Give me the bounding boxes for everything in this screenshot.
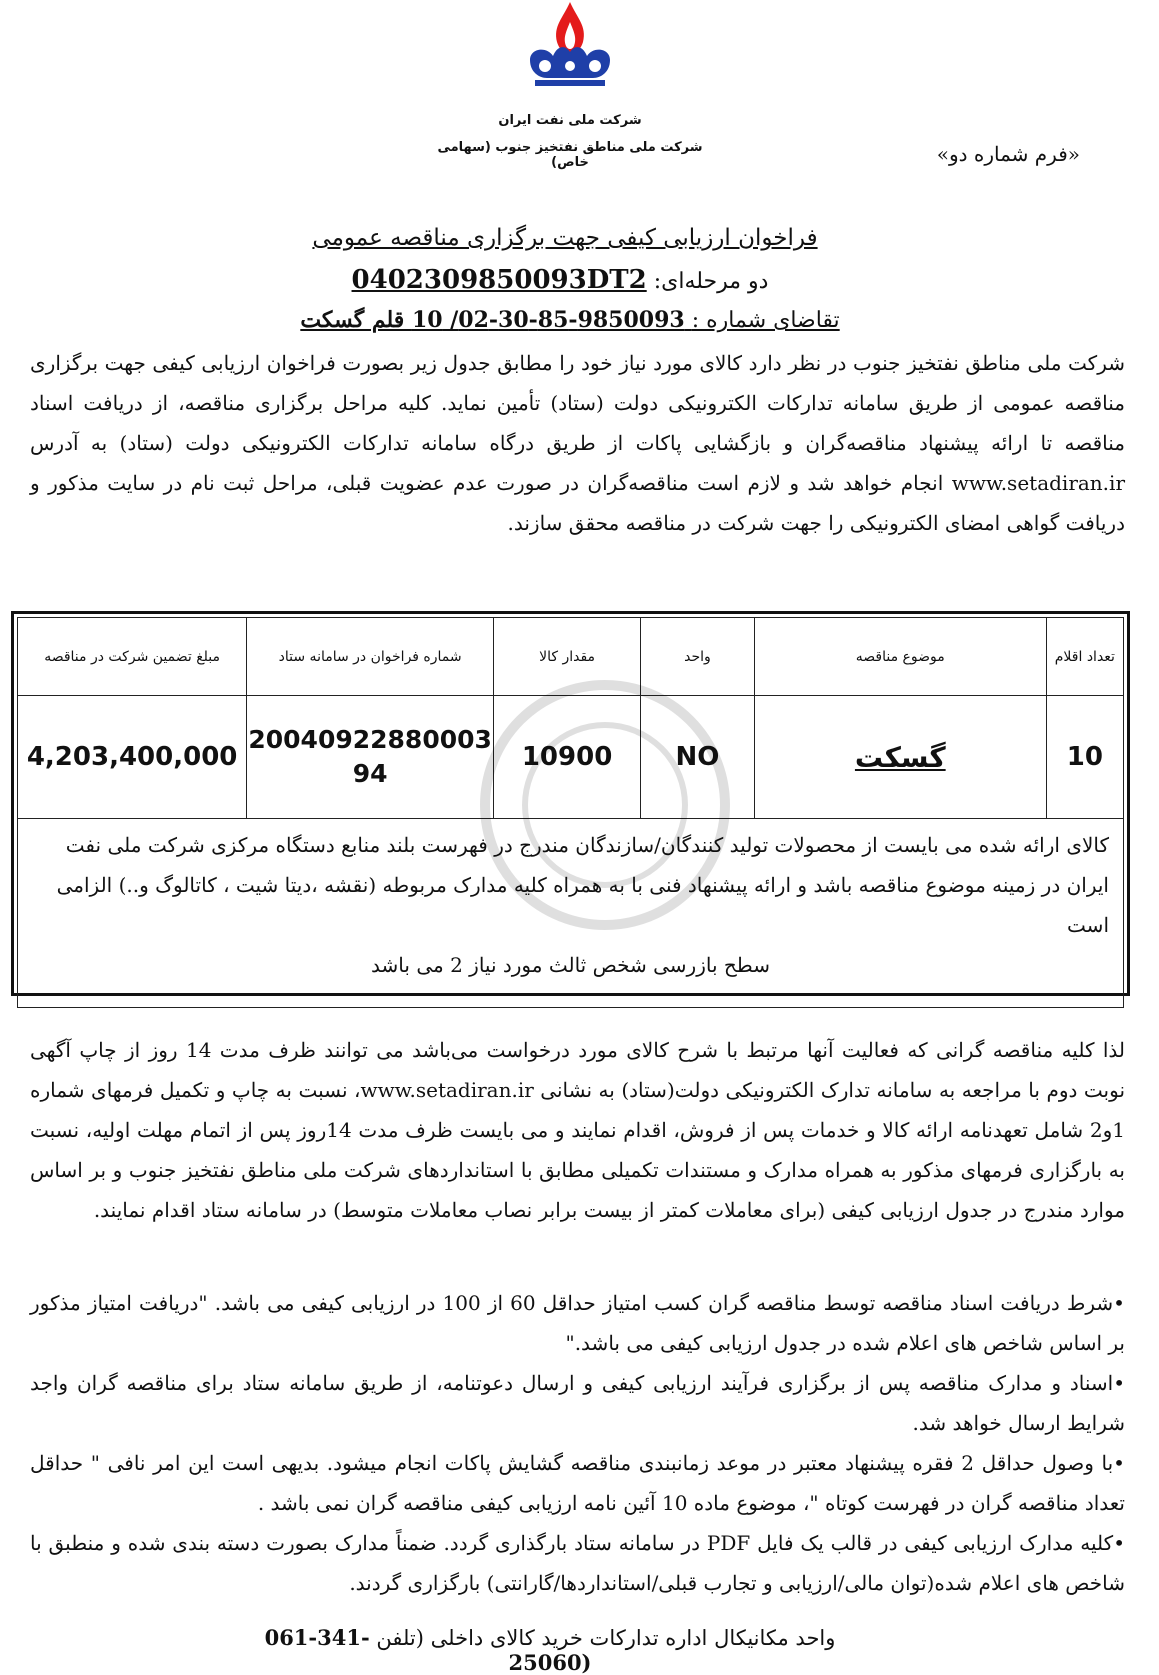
header-guarantee: مبلغ تضمین شرکت در مناقصه bbox=[18, 618, 247, 696]
tender-number-line bbox=[330, 265, 790, 295]
cell-tender-number: 2004092288000394 bbox=[247, 696, 494, 819]
footer-text: واحد مکانیکال اداره تدارکات خرید کالای داخلی (تلفن bbox=[376, 1626, 836, 1650]
cell-subject: گسکت bbox=[754, 696, 1046, 819]
bullet-item-2: •اسناد و مدارک مناقصه پس از برگزاری فرآیند ارزیابی کیفی و ارسال دعوتنامه، از طریق سامانه ستاد برای مناقصه گران واجد شرایط ارسال خواهد شد. bbox=[30, 1371, 1125, 1435]
company-logo bbox=[505, 0, 635, 100]
nioc-flame-logo-icon bbox=[505, 0, 635, 100]
request-number-line bbox=[260, 307, 880, 333]
tender-table bbox=[17, 617, 1124, 1008]
request-number: 9850093-85-30-02/ 10 قلم گسکت bbox=[300, 307, 685, 333]
header-count: تعداد اقلام bbox=[1046, 618, 1123, 696]
notice-title: فراخوان ارزیابی کیفی جهت برگزاری مناقصه عمومی bbox=[312, 225, 818, 251]
bullet-item-4: •کلیه مدارک ارزیابی کیفی در قالب یک فایل PDF در سامانه ستاد بارگذاری گردد. ضمناً مدارک بصورت دسته بندی شده و منطبق با شاخص های اعلام شده(توان مالی/ارزیابی و تجارب قبلی/استانداردها/گارانتی) بارگزاری گردند. bbox=[30, 1531, 1125, 1595]
request-number-prefix: تقاضای شماره : bbox=[691, 308, 840, 333]
body-paragraph: لذا کلیه مناقصه گرانی که فعالیت آنها مرتبط با شرح کالای مورد درخواست می‌باشد می توانند ظرف مدت 14 روز از چاپ آگهی نوبت دوم با مراجعه به سامانه تدارک الکترونیکی دولت(ستاد) به نشانی www.setadiran.ir، نسبت به چاپ و تکمیل فرمهای شماره 1و2 شامل تعهدنامه ارائه کالا و خدمات پس از فروش، اقدام نمایند و می بایست ظرف مدت 14روز پس از اتمام مهلت اولیه، نسبت به بارگزاری فرمهای مذکور به همراه مدارک و مستندات تکمیلی مطابق با استانداردهای شرکت ملی مناطق نفتخیز جنوب و بر اساس موارد مندرج در جدول ارزیابی کیفی (برای معاملات کمتر از بیست برابر نصاب معاملات متوسط) در سامانه ستاد اقدام نمایند. bbox=[30, 1038, 1126, 1222]
table-note-text: کالای ارائه شده می بایست از محصولات تولید کنندگان/سازندگان مندرج در فهرست بلند منابع دستگاه مرکزی شرکت ملی نفت ایران در زمینه موضوع مناقصه باشد و ارائه پیشنهاد فنی با به همراه کلیه مدارک مربوطه (نقشه ،دیتا شیت ، کاتالوگ و..) الزامی است bbox=[56, 833, 1109, 937]
footer-phone: 061-341-25060) bbox=[264, 1625, 592, 1675]
inspection-note: سطح بازرسی شخص ثالث مورد نیاز 2 می باشد bbox=[371, 953, 770, 977]
form-label: «فرم شماره دو» bbox=[936, 142, 1080, 166]
tender-number: 0402309850093DT2 bbox=[351, 265, 647, 295]
table-note-row bbox=[18, 819, 1124, 1008]
header-unit: واحد bbox=[641, 618, 755, 696]
intro-paragraph: شرکت ملی مناطق نفتخیز جنوب در نظر دارد کالای مورد نیاز خود را مطابق جدول زیر بصورت فراخوان ارزیابی کیفی جهت برگزاری مناقصه عمومی از طریق سامانه تدارکات الکترونیکی دولت (ستاد) تأمین نماید. کلیه مراحل برگزاری مناقصه، از دریافت اسناد مناقصه تا ارائه پیشنهاد مناقصه‌گران و بازگشایی پاکات از طریق درگاه سامانه تدارکات الکترونیکی دولت (ستاد) به آدرس www.setadiran.ir انجام خواهد شد و لازم است مناقصه‌گران در صورت عدم عضویت قبلی، مراحل ثبت نام در سایت مذکور و دریافت گواهی امضای الکترونیکی را جهت شرکت در مناقصه محقق سازند. bbox=[30, 351, 1125, 535]
cell-quantity: 10900 bbox=[494, 696, 641, 819]
table-header-row bbox=[18, 618, 1124, 696]
table-note-cell bbox=[18, 819, 1124, 1008]
header-subject: موضوع مناقصه bbox=[754, 618, 1046, 696]
footer-contact bbox=[230, 1625, 870, 1675]
header-quantity: مقدار کالا bbox=[494, 618, 641, 696]
table-row bbox=[18, 696, 1124, 819]
cell-unit: NO bbox=[641, 696, 755, 819]
tender-number-prefix: دو مرحله‌ای: bbox=[653, 269, 769, 294]
header-tender-number: شماره فراخوان در سامانه ستاد bbox=[247, 618, 494, 696]
company-name: شرکت ملی نفت ایران bbox=[498, 113, 642, 128]
bullet-item-1: •شرط دریافت اسناد مناقصه توسط مناقصه گران کسب امتیاز حداقل 60 از 100 در ارزیابی کیفی می باشد. "دریافت امتیاز مذکور بر اساس شاخص های اعلام شده در جدول ارزیابی کیفی می باشد." bbox=[30, 1291, 1125, 1355]
bullet-item-3: •با وصول حداقل 2 فقره پیشنهاد معتبر در موعد زمانبندی مناقصه گشایش پاکات انجام میشود. بدیهی است این امر نافی " حداقل تعداد مناقصه گران در فهرست کوتاه "، موضوع ماده 10 آئین نامه ارزیابی کیفی مناقصه گران نمی باشد . bbox=[30, 1451, 1125, 1515]
company-subtitle: شرکت ملی مناطق نفتخیز جنوب (سهامی خاص) bbox=[437, 140, 703, 170]
cell-guarantee: 4,203,400,000 bbox=[18, 696, 247, 819]
cell-count: 10 bbox=[1046, 696, 1123, 819]
